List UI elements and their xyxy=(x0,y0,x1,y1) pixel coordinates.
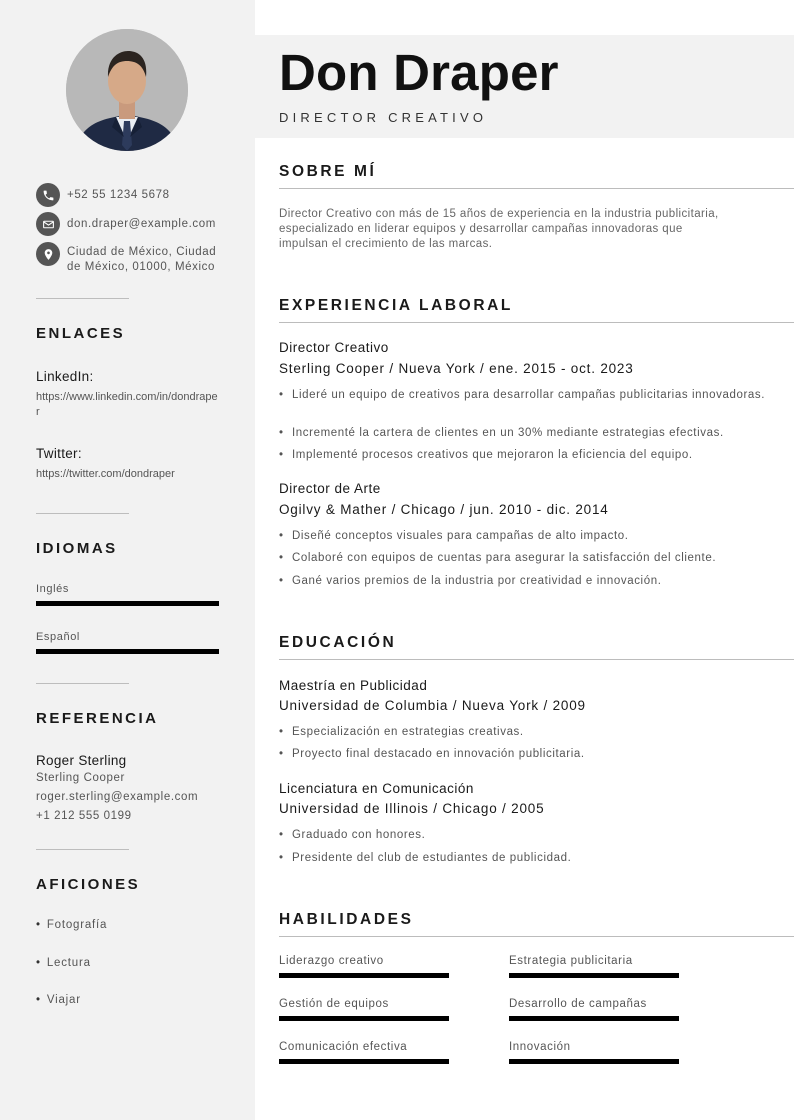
language-name: Inglés xyxy=(36,583,69,595)
skill-level-bar xyxy=(509,973,679,978)
experience-heading: EXPERIENCIA LABORAL xyxy=(279,297,513,314)
reference-name: Roger Sterling xyxy=(36,753,127,768)
degree-subtitle: Universidad de Columbia / Nueva York / 2009 xyxy=(279,698,586,713)
sidebar-divider xyxy=(36,513,129,514)
section-rule xyxy=(279,188,794,189)
skill-name: Liderazgo creativo xyxy=(279,955,384,967)
phone-text: +52 55 1234 5678 xyxy=(67,189,170,201)
address-line-2: de México, 01000, México xyxy=(67,261,215,273)
candidate-role: DIRECTOR CREATIVO xyxy=(279,110,488,125)
location-pin-icon xyxy=(36,242,60,266)
about-text: Director Creativo con más de 15 años de experiencia en la industria publicitaria, especializado en liderar equipos y desarrollar campañas innovadoras que impulsan el crecimiento de las marcas. xyxy=(279,208,719,250)
skills-heading: HABILIDADES xyxy=(279,911,414,928)
address-line-1: Ciudad de México, Ciudad xyxy=(67,246,217,258)
job-bullet: • Implementé procesos creativos que mejoraron la eficiencia del equipo. xyxy=(279,448,779,463)
hobby-item: • Lectura xyxy=(36,957,91,969)
degree-bullet: • Graduado con honores. xyxy=(279,828,779,843)
hobby-item: • Fotografía xyxy=(36,919,108,931)
profile-photo xyxy=(66,29,188,151)
degree-bullet: • Presidente del club de estudiantes de publicidad. xyxy=(279,851,779,866)
job-title: Director Creativo xyxy=(279,340,389,355)
hobbies-heading: AFICIONES xyxy=(36,876,141,893)
about-heading: SOBRE MÍ xyxy=(279,163,377,180)
job-bullet: • Incrementé la cartera de clientes en un 30% mediante estrategias efectivas. xyxy=(279,426,779,441)
job-bullet: • Lideré un equipo de creativos para desarrollar campañas publicitarias innovadoras. xyxy=(279,388,779,403)
skill-name: Estrategia publicitaria xyxy=(509,955,633,967)
sidebar-divider xyxy=(36,683,129,684)
envelope-icon xyxy=(36,212,60,236)
degree-bullet: • Especialización en estrategias creativas. xyxy=(279,725,779,740)
job-title: Director de Arte xyxy=(279,481,381,496)
skill-level-bar xyxy=(509,1059,679,1064)
language-name: Español xyxy=(36,631,80,643)
hobby-item: • Viajar xyxy=(36,994,81,1006)
hobby-label: Lectura xyxy=(46,957,91,969)
skill-name: Comunicación efectiva xyxy=(279,1041,408,1053)
contact-phone xyxy=(36,183,170,207)
phone-icon xyxy=(36,183,60,207)
job-subtitle: Sterling Cooper / Nueva York / ene. 2015 - oct. 2023 xyxy=(279,361,634,376)
skill-level-bar xyxy=(279,973,449,978)
hobby-label: Fotografía xyxy=(46,919,108,931)
job-bullet: • Diseñé conceptos visuales para campañas de alto impacto. xyxy=(279,529,779,544)
linkedin-label: LinkedIn: xyxy=(36,369,94,384)
skill-name: Gestión de equipos xyxy=(279,998,389,1010)
email-text: don.draper@example.com xyxy=(67,218,216,230)
hobby-label: Viajar xyxy=(46,994,81,1006)
skill-level-bar xyxy=(279,1016,449,1021)
candidate-name: Don Draper xyxy=(279,44,559,101)
degree-bullet: • Proyecto final destacado en innovación publicitaria. xyxy=(279,747,779,762)
job-bullet: • Colaboré con equipos de cuentas para asegurar la satisfacción del cliente. xyxy=(279,551,779,566)
skill-level-bar xyxy=(279,1059,449,1064)
section-rule xyxy=(279,936,794,937)
skill-level-bar xyxy=(509,1016,679,1021)
degree-title: Maestría en Publicidad xyxy=(279,678,428,693)
language-level-bar xyxy=(36,601,219,606)
linkedin-link[interactable]: https://www.linkedin.com/in/dondraper xyxy=(36,391,218,418)
sidebar-divider xyxy=(36,298,129,299)
reference-heading: REFERENCIA xyxy=(36,710,159,727)
address-text xyxy=(67,245,216,275)
reference-phone: +1 212 555 0199 xyxy=(36,810,132,822)
links-heading: ENLACES xyxy=(36,325,126,342)
sidebar xyxy=(0,0,255,1120)
sidebar-divider xyxy=(36,849,129,850)
section-rule xyxy=(279,322,794,323)
degree-subtitle: Universidad de Illinois / Chicago / 2005 xyxy=(279,801,545,816)
job-bullet: • Gané varios premios de la industria por creatividad e innovación. xyxy=(279,574,779,589)
language-level-bar xyxy=(36,649,219,654)
reference-company: Sterling Cooper xyxy=(36,772,125,784)
job-subtitle: Ogilvy & Mather / Chicago / jun. 2010 - dic. 2014 xyxy=(279,502,609,517)
twitter-link[interactable]: https://twitter.com/dondraper xyxy=(36,468,175,480)
degree-title: Licenciatura en Comunicación xyxy=(279,781,474,796)
skill-name: Innovación xyxy=(509,1041,571,1053)
contact-email xyxy=(36,212,216,236)
languages-heading: IDIOMAS xyxy=(36,540,118,557)
skill-name: Desarrollo de campañas xyxy=(509,998,647,1010)
education-heading: EDUCACIÓN xyxy=(279,634,397,651)
section-rule xyxy=(279,659,794,660)
twitter-label: Twitter: xyxy=(36,446,82,461)
reference-email: roger.sterling@example.com xyxy=(36,791,199,803)
contact-address xyxy=(36,242,216,275)
